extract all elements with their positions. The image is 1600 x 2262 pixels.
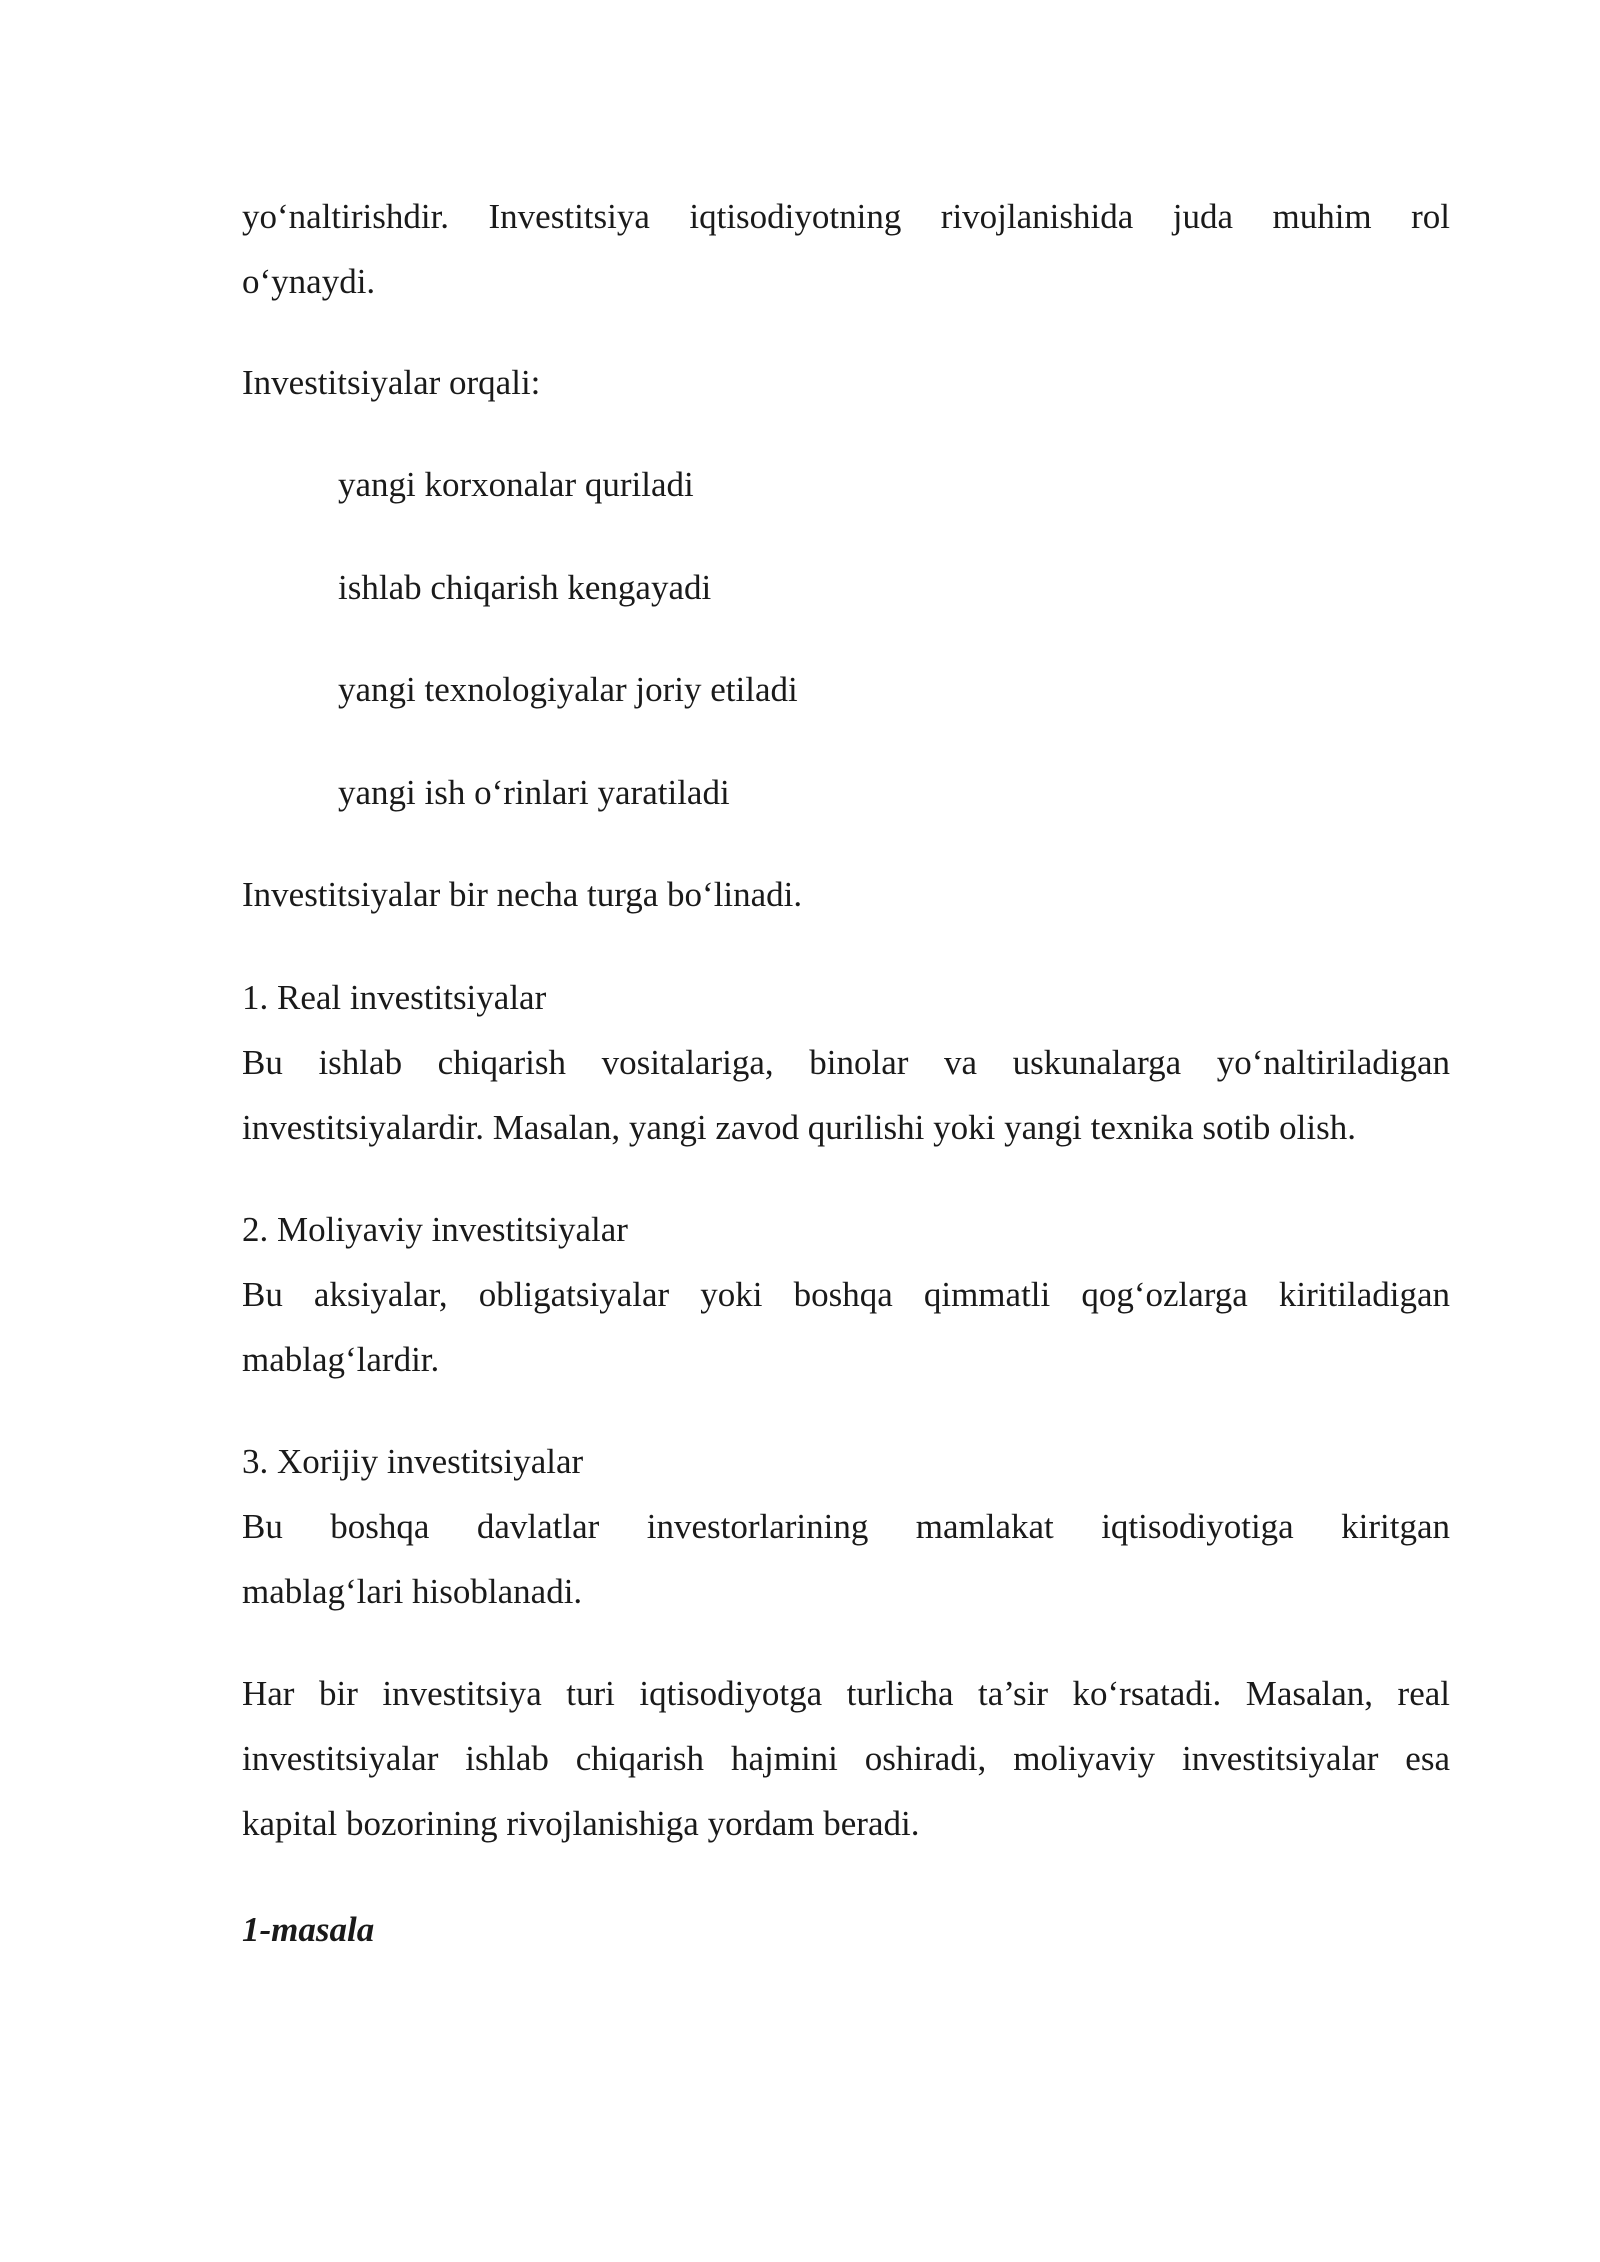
conclusion-line-1: Har bir investitsiya turi iqtisodiyotga turlicha ta’sir ko‘rsatadi. Masalan, real xyxy=(242,1674,1450,1713)
type-description-line-1: Bu aksiyalar, obligatsiyalar yoki boshqa qimmatli qog‘ozlarga kiritiladigan xyxy=(242,1275,1450,1314)
type-title: 1. Real investitsiyalar xyxy=(242,978,547,1017)
type-description-line-1: Bu ishlab chiqarish vositalariga, binolar va uskunalarga yo‘naltiriladigan xyxy=(242,1043,1450,1082)
lead-text: Investitsiyalar orqali: xyxy=(242,363,541,402)
list-item xyxy=(338,555,1438,620)
type-section-financial xyxy=(242,1197,1450,1392)
conclusion-line-3: kapital bozorining rivojlanishiga yordam beradi. xyxy=(242,1804,920,1843)
type-title: 3. Xorijiy investitsiyalar xyxy=(242,1442,584,1481)
conclusion-line-2: investitsiyalar ishlab chiqarish hajmini oshiradi, moliyaviy investitsiyalar esa xyxy=(242,1739,1450,1778)
intro-line-1: yo‘naltirishdir. Investitsiya iqtisodiyotning rivojlanishida juda muhim rol xyxy=(242,197,1450,236)
conclusion-paragraph xyxy=(242,1661,1450,1856)
list-item-text: yangi ish o‘rinlari yaratiladi xyxy=(338,773,730,812)
list-item xyxy=(338,452,1438,517)
list-item-text: yangi texnologiyalar joriy etiladi xyxy=(338,670,798,709)
type-section-foreign xyxy=(242,1429,1450,1624)
types-intro-paragraph xyxy=(242,862,1450,927)
list-item-text: yangi korxonalar quriladi xyxy=(338,465,694,504)
lead-paragraph xyxy=(242,350,1450,415)
list-item-text: ishlab chiqarish kengayadi xyxy=(338,568,712,607)
types-intro-text: Investitsiyalar bir necha turga bo‘linadi. xyxy=(242,875,803,914)
type-section-real xyxy=(242,965,1450,1160)
section-heading-text: 1-masala xyxy=(242,1910,375,1949)
intro-line-2: o‘ynaydi. xyxy=(242,262,376,301)
list-item xyxy=(338,760,1438,825)
type-description-line-1: Bu boshqa davlatlar investorlarining mamlakat iqtisodiyotiga kiritgan xyxy=(242,1507,1450,1546)
type-description-line-2: mablag‘lardir. xyxy=(242,1340,440,1379)
type-description-line-2: mablag‘lari hisoblanadi. xyxy=(242,1572,583,1611)
list-item xyxy=(338,657,1438,722)
type-title: 2. Moliyaviy investitsiyalar xyxy=(242,1210,628,1249)
section-heading xyxy=(242,1897,1450,1962)
type-description-line-2: investitsiyalardir. Masalan, yangi zavod qurilishi yoki yangi texnika sotib olish. xyxy=(242,1108,1357,1147)
intro-paragraph xyxy=(242,184,1450,314)
